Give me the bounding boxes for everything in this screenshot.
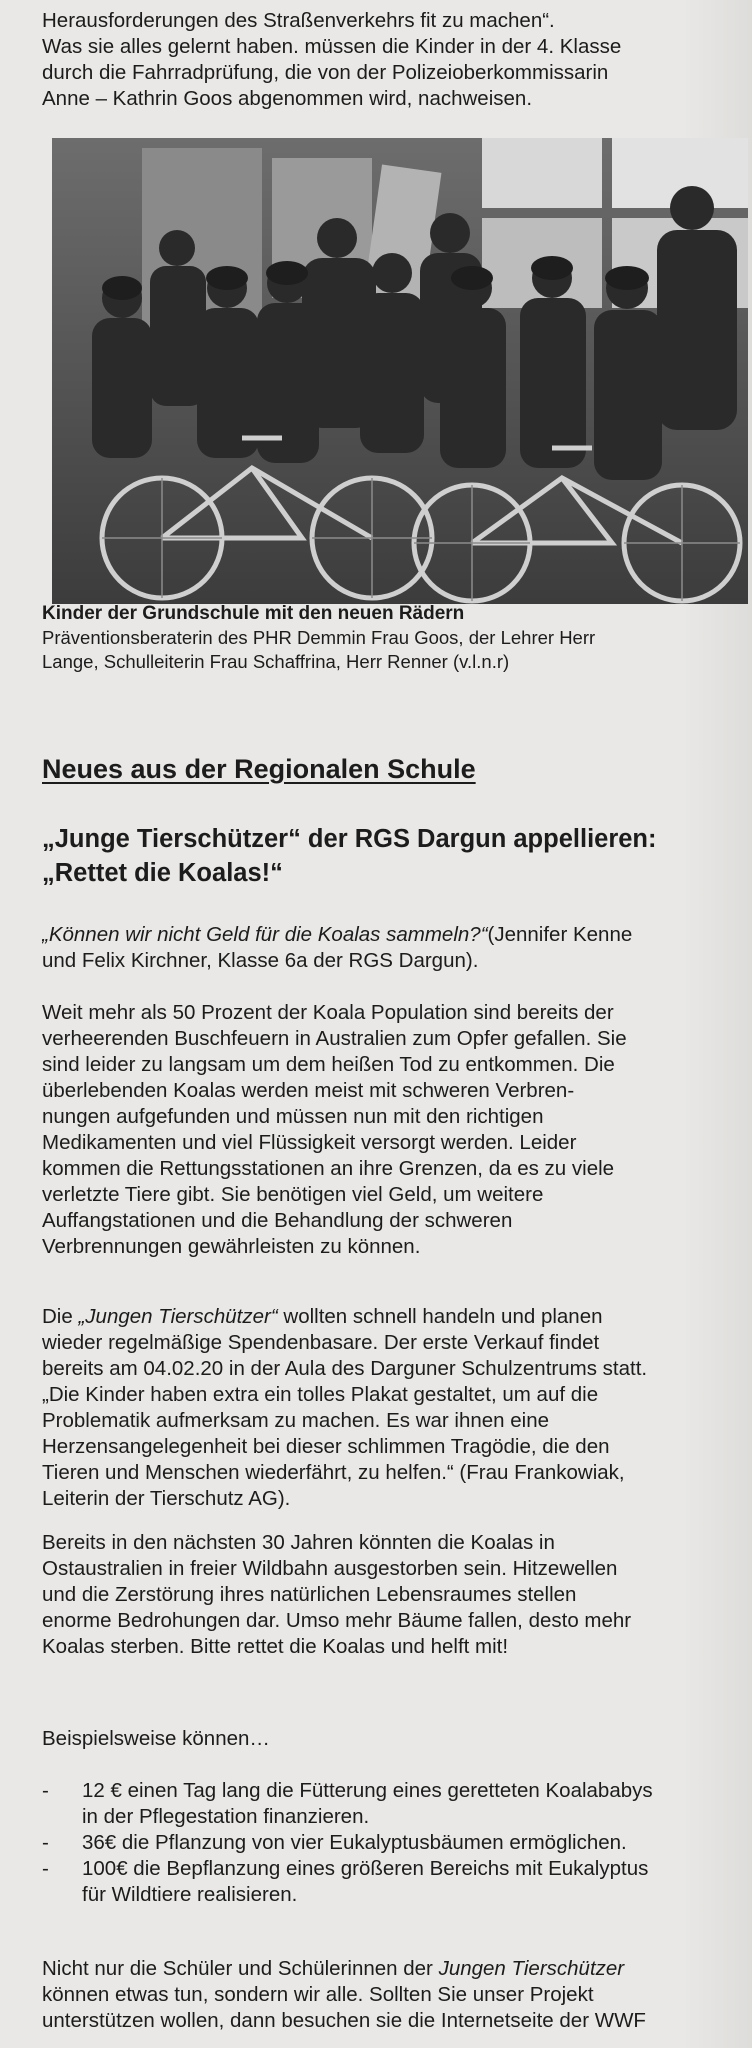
paragraph-1 [42, 1000, 750, 1260]
p1-line: Auffangstationen und die Behandlung der schweren [42, 1209, 513, 1232]
bullet-line: 100€ die Bepflanzung eines größeren Bereichs mit Eukalyptus [82, 1857, 649, 1880]
intro-line: Anne – Kathrin Goos abgenommen wird, nachweisen. [42, 87, 533, 110]
bullet-dash: - [42, 1831, 49, 1854]
quote-attribution: (Jennifer Kenne [487, 923, 633, 946]
closing-line [42, 1956, 750, 1982]
closing-line: unterstützen wollen, dann besuchen sie die Internetseite der WWF [42, 2009, 646, 2032]
caption-line: Lange, Schulleiterin Frau Schaffrina, Herr Renner (v.l.n.r) [42, 651, 510, 672]
article-title-line: „Rettet die Koalas!“ [42, 859, 283, 887]
list-item [42, 1830, 750, 1856]
closing-pre: Nicht nur die Schüler und Schülerinnen der [42, 1957, 439, 1980]
p3-line: enorme Bedrohungen dar. Umso mehr Bäume fallen, desto mehr [42, 1609, 632, 1632]
p2-line: wieder regelmäßige Spendenbasare. Der erste Verkauf findet [42, 1331, 600, 1354]
bullet-line: für Wildtiere realisieren. [82, 1883, 298, 1906]
p3-line: und die Zerstörung ihres natürlichen Lebensraumes stellen [42, 1583, 577, 1606]
intro-line: Herausforderungen des Straßenverkehrs fit zu machen“. [42, 9, 555, 32]
bullet-line: in der Pflegestation finanzieren. [82, 1805, 370, 1828]
quote-line-2: und Felix Kirchner, Klasse 6a der RGS Dargun). [42, 949, 479, 972]
caption-line: Präventionsberaterin des PHR Demmin Frau Goos, der Lehrer Herr [42, 627, 596, 648]
p2-pre: Die [42, 1305, 79, 1328]
closing-line: können etwas tun, sondern wir alle. Sollten Sie unser Projekt [42, 1983, 594, 2006]
p1-line: Verbrennungen gewährleisten zu können. [42, 1235, 421, 1258]
p2-line: Leiterin der Tierschutz AG). [42, 1487, 291, 1510]
class-photo [52, 138, 748, 604]
p2-post: wollten schnell handeln und planen [277, 1305, 603, 1328]
p3-line: Koalas sterben. Bitte rettet die Koalas und helft mit! [42, 1635, 509, 1658]
p1-line: Weit mehr als 50 Prozent der Koala Population sind bereits der [42, 1001, 614, 1024]
p2-line: „Die Kinder haben extra ein tolles Plakat gestaltet, um auf die [42, 1383, 599, 1406]
p3-line: Bereits in den nächsten 30 Jahren könnten die Koalas in [42, 1531, 555, 1554]
caption-title: Kinder der Grundschule mit den neuen Rädern [42, 603, 465, 624]
bullet-dash: - [42, 1779, 49, 1802]
photo-caption [42, 602, 750, 674]
p2-line: Herzensangelegenheit bei dieser schlimmen Tragödie, die den [42, 1435, 610, 1458]
p2-line [42, 1304, 750, 1330]
closing-paragraph [42, 1956, 750, 2034]
article-title-line: „Junge Tierschützer“ der RGS Dargun appellieren: [42, 825, 657, 853]
p1-line: verheerenden Buschfeuern in Australien zum Opfer gefallen. Sie [42, 1027, 627, 1050]
quote-line [42, 922, 750, 948]
photo-illustration [52, 138, 748, 604]
examples-intro-text: Beispielsweise können… [42, 1727, 270, 1750]
bullet-line: 12 € einen Tag lang die Fütterung eines geretteten Koalababys [82, 1779, 653, 1802]
p1-line: verletzte Tiere gibt. Sie benötigen viel Geld, um weitere [42, 1183, 544, 1206]
p1-line: sind leider zu langsam um dem heißen Tod zu entkommen. Die [42, 1053, 615, 1076]
p1-line: nungen aufgefunden und müssen nun mit den richtigen [42, 1105, 544, 1128]
section-heading [42, 752, 750, 786]
quote-italic: „Können wir nicht Geld für die Koalas sammeln?“ [42, 923, 488, 946]
bullet-line: 36€ die Pflanzung von vier Eukalyptusbäumen ermöglichen. [82, 1831, 627, 1854]
p2-italic: „Jungen Tierschützer“ [78, 1305, 278, 1328]
p2-line: bereits am 04.02.20 in der Aula des Darguner Schulzentrums statt. [42, 1357, 648, 1380]
intro-paragraph [42, 8, 750, 112]
p2-line: Problematik aufmerksam zu machen. Es war ihnen eine [42, 1409, 550, 1432]
section-title: Neues aus der Regionalen Schule [42, 754, 476, 784]
intro-line: durch die Fahrradprüfung, die von der Polizeioberkommissarin [42, 61, 609, 84]
p1-line: kommen die Rettungsstationen an ihre Grenzen, da es zu viele [42, 1157, 615, 1180]
closing-italic: Jungen Tierschützer [438, 1957, 625, 1980]
examples-intro [42, 1726, 750, 1752]
p3-line: Ostaustralien in freier Wildbahn ausgestorben sein. Hitzewellen [42, 1557, 618, 1580]
intro-line: Was sie alles gelernt haben. müssen die Kinder in der 4. Klasse [42, 35, 622, 58]
paragraph-2 [42, 1304, 750, 1512]
article-heading [42, 822, 750, 890]
examples-list [42, 1778, 750, 1908]
bullet-dash: - [42, 1857, 49, 1880]
quote-paragraph [42, 922, 750, 974]
paragraph-3 [42, 1530, 750, 1660]
list-item [42, 1856, 750, 1908]
p1-line: überlebenden Koalas werden meist mit schweren Verbren- [42, 1079, 575, 1102]
p1-line: Medikamenten und viel Flüssigkeit versorgt werden. Leider [42, 1131, 577, 1154]
list-item [42, 1778, 750, 1830]
p2-line: Tieren und Menschen wiederfährt, zu helfen.“ (Frau Frankowiak, [42, 1461, 625, 1484]
